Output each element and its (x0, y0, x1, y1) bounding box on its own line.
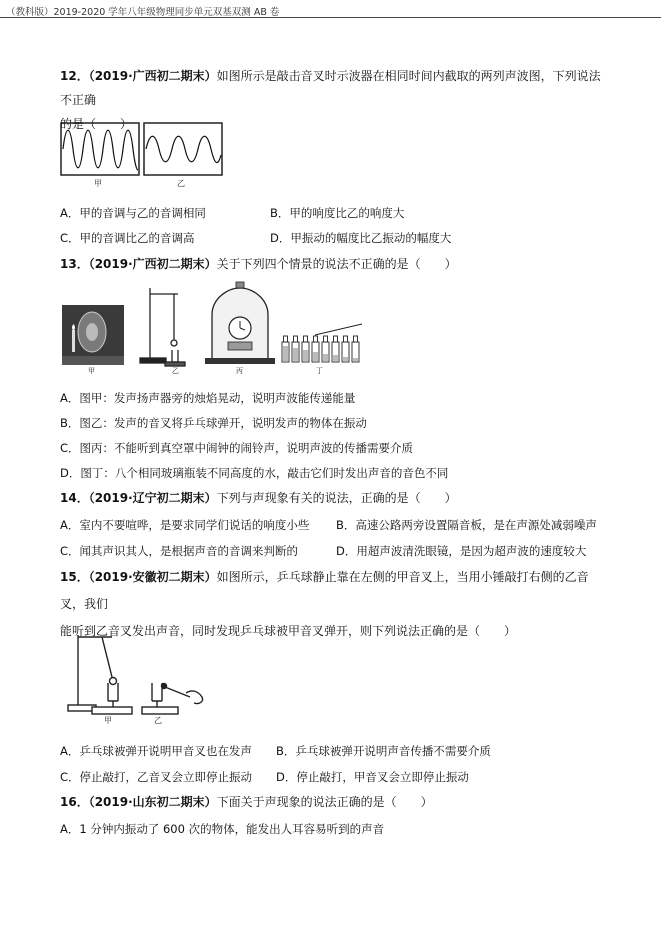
q12-source: （2019·广西初二期末） (88, 69, 217, 83)
q13-option-d: D．图丁：八个相同玻璃瓶装不同高度的水，敲击它们时发出声音的音色不同 (60, 466, 449, 480)
q12-label-yi: 乙 (177, 179, 185, 188)
q13-source: （2019·广西初二期末） (88, 257, 217, 271)
q16-text: 下面关于声现象的说法正确的是（ ） (216, 795, 433, 809)
q15-source: （2019·安徽初二期末） (88, 570, 217, 584)
q15-option-c: C．停止敲打，乙音叉会立即停止振动 (60, 770, 253, 784)
q15-label-yi: 乙 (154, 716, 162, 725)
q14-text: 下列与声现象有关的说法，正确的是（ ） (216, 491, 457, 505)
question-14 (60, 486, 608, 510)
wave-jia (63, 130, 138, 170)
q13-option-b: B．图乙：发声的音叉将乒乓球弹开，说明发声的物体在振动 (60, 416, 367, 430)
page-header: （教科版）2019-2020 学年八年级物理同步单元双基双测 AB 卷 (6, 7, 280, 18)
q12-text-line1: 如图所示是敲击音叉时示波器在相同时间内截取的两列声波图，下列说法不正确 (60, 69, 601, 107)
q14-option-c: C．闻其声识其人，是根据声音的音调来判断的 (60, 544, 299, 558)
q15-option-b: B．乒乓球被弹开说明声音传播不需要介质 (276, 744, 491, 758)
q12-option-c: C．甲的音调比乙的音调高 (60, 231, 195, 245)
q13-text: 关于下列四个情景的说法不正确的是（ ） (216, 257, 457, 271)
q14-option-b: B．高速公路两旁设置隔音板，是在声源处减弱噪声 (336, 518, 597, 532)
q12-option-b: B．甲的响度比乙的响度大 (270, 206, 405, 220)
header-divider (0, 17, 661, 18)
scene-yi-tuning-fork (140, 288, 185, 366)
scene-bing-bell-jar (205, 282, 275, 364)
q13-label-yi: 乙 (172, 367, 179, 375)
q14-option-d: D．用超声波清洗眼镜，是因为超声波的速度较大 (336, 544, 587, 558)
q12-waveform-figure (60, 120, 230, 188)
wave-yi (146, 136, 221, 162)
q16-source: （2019·山东初二期末） (88, 795, 217, 809)
q13-option-a: A．图甲：发声扬声器旁的烛焰晃动，说明声波能传递能量 (60, 391, 356, 405)
q15-option-a: A．乒乓球被弹开说明甲音叉也在发声 (60, 744, 252, 758)
q13-label-jia: 甲 (88, 367, 95, 375)
q12-number: 12． (60, 69, 89, 83)
q12-option-d: D．甲振动的幅度比乙振动的幅度大 (270, 231, 452, 245)
q14-source: （2019·辽宁初二期末） (88, 491, 217, 505)
q15-text-line2: 能听到乙音叉发出声音，同时发现乒乓球被甲音叉弹开，则下列说法正确的是（ ） (60, 624, 517, 638)
q13-scenes-figure (60, 280, 370, 375)
question-13 (60, 252, 608, 276)
q13-option-c: C．图丙：不能听到真空罩中闹钟的闹铃声，说明声波的传播需要介质 (60, 441, 414, 455)
q12-option-a: A．甲的音调与乙的音调相同 (60, 206, 206, 220)
q16-option-a: A．1 分钟内振动了 600 次的物体，能发出人耳容易听到的声音 (60, 822, 385, 836)
q12-text-line2: 的是（ ） (60, 117, 133, 131)
q15-text-line1: 如图所示，乒乓球静止靠在左侧的甲音叉上，当用小锤敲打右侧的乙音叉，我们 (60, 570, 589, 611)
q13-label-ding: 丁 (316, 367, 323, 375)
q16-number: 16． (60, 795, 89, 809)
q13-label-bing: 丙 (236, 367, 243, 375)
scene-jia-speaker-candle (62, 305, 124, 365)
q15-number: 15． (60, 570, 89, 584)
q14-option-a: A．室内不要喧哗，是要求同学们说话的响度小些 (60, 518, 310, 532)
q15-option-d: D．停止敲打，甲音叉会立即停止振动 (276, 770, 469, 784)
q15-tuning-forks-figure (62, 625, 212, 727)
q12-label-jia: 甲 (94, 179, 102, 188)
question-16 (60, 790, 608, 814)
q14-number: 14． (60, 491, 89, 505)
q15-label-jia: 甲 (104, 716, 112, 725)
q13-number: 13． (60, 257, 89, 271)
